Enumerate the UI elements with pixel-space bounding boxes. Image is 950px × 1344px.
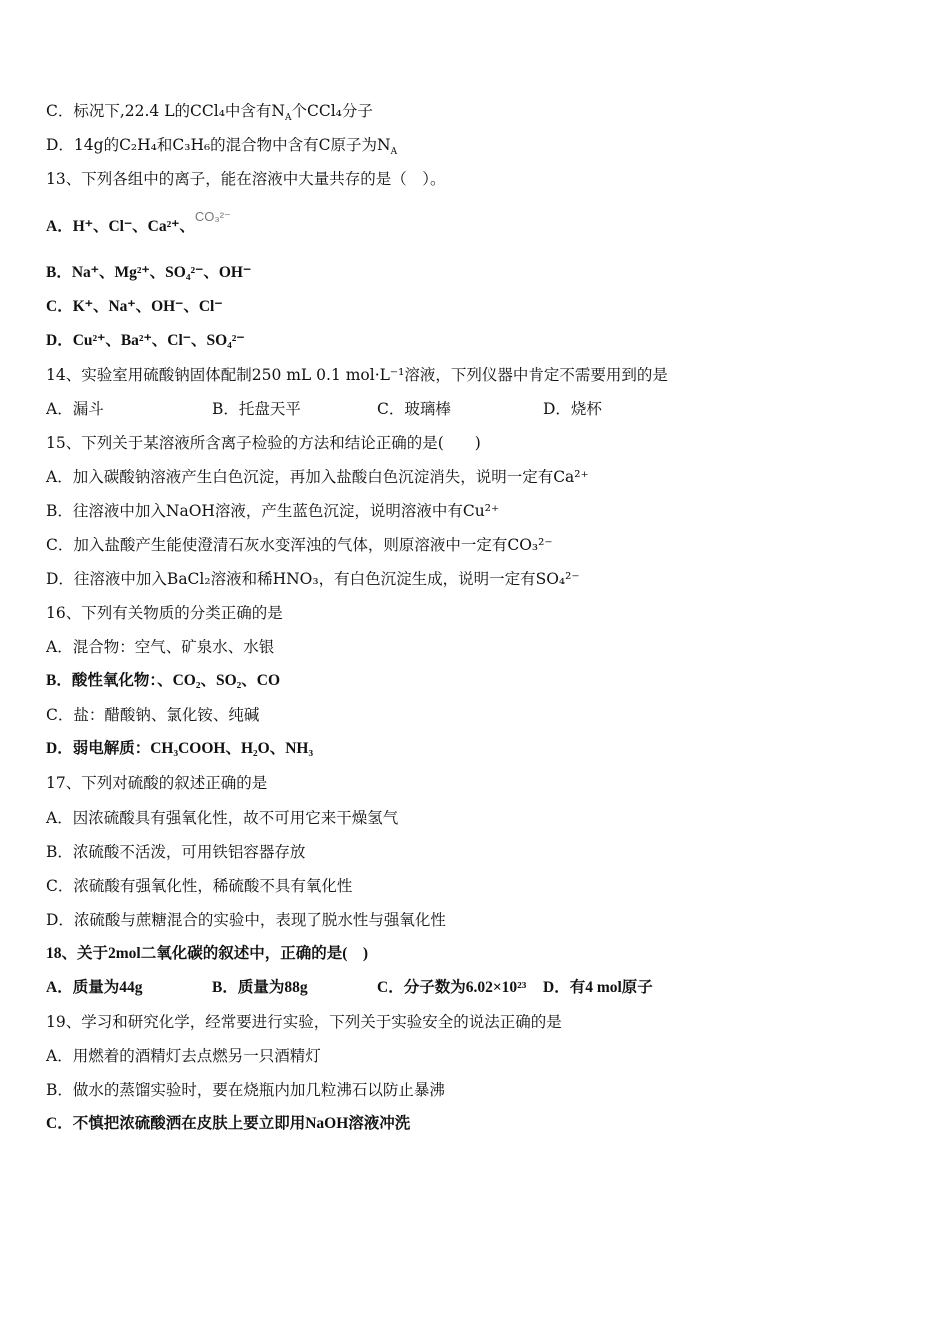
q13-option-c-letter: C． [46, 298, 73, 315]
q16-option-d: D．弱电解质：CH₃COOH、H₂O、NH₃ [46, 740, 314, 757]
q15-option-a: A．加入碳酸钠溶液产生白色沉淀，再加入盐酸白色沉淀消失，说明一定有Ca²⁺ [46, 468, 589, 486]
q14-option-a: A．漏斗 [46, 400, 104, 418]
q12-option-c-sub: A [284, 113, 292, 124]
q16-option-c: C．盐：醋酸钠、氯化铵、纯碱 [46, 706, 260, 724]
q19-option-b: B．做水的蒸馏实验时，要在烧瓶内加几粒沸石以防止暴沸 [46, 1081, 445, 1099]
q13-option-a-letter: A． [46, 218, 73, 235]
q14-option-d: D．烧杯 [543, 400, 602, 418]
q13-option-d [46, 329, 245, 352]
q13-option-d-letter: D． [46, 332, 73, 349]
q13-option-c-ions: K⁺、Na⁺、OH⁻、Cl⁻ [72, 298, 223, 315]
q14-option-c: C．玻璃棒 [377, 400, 451, 418]
q16-stem: 16、下列有关物质的分类正确的是 [46, 604, 283, 622]
q19-option-c: C．不慎把浓硫酸洒在皮肤上要立即用NaOH溶液冲洗 [46, 1115, 411, 1132]
q18-option-b: B．质量为88g [212, 979, 308, 996]
q19-option-a: A．用燃着的酒精灯去点燃另一只酒精灯 [46, 1047, 321, 1065]
q13-option-b-letter: B． [46, 264, 72, 281]
q12-option-c [46, 100, 373, 122]
q12-option-c-text: C．标况下,22.4 L的CCl₄中含有N [46, 102, 285, 120]
q13-stem: 13、下列各组中的离子，能在溶液中大量共存的是（ ）。 [46, 170, 446, 188]
q15-option-c: C．加入盐酸产生能使澄清石灰水变浑浊的气体，则原溶液中一定有CO₃²⁻ [46, 536, 553, 554]
q13-option-b [46, 261, 251, 284]
q16-option-a: A．混合物：空气、矿泉水、水银 [46, 638, 275, 656]
q13-option-d-ions: Cu²⁺、Ba²⁺、Cl⁻、SO₄²⁻ [72, 332, 245, 349]
q12-option-d-text: D．14g的C₂H₄和C₃H₆的混合物中含有C原子为N [46, 136, 391, 154]
q16-option-b: B．酸性氧化物：、CO₂、SO₂、CO [46, 672, 281, 689]
q18-option-a: A．质量为44g [46, 979, 143, 996]
q15-stem: 15、下列关于某溶液所含离子检验的方法和结论正确的是( ) [46, 434, 481, 452]
q12-option-d-sub: A [390, 147, 398, 158]
q18-option-c: C．分子数为6.02×10²³ [377, 979, 527, 996]
q15-option-d: D．往溶液中加入BaCl₂溶液和稀HNO₃，有白色沉淀生成，说明一定有SO₄²⁻ [46, 570, 580, 588]
q13-option-a-ions: H⁺、Cl⁻、Ca²⁺、 [72, 218, 195, 235]
q17-stem: 17、下列对硫酸的叙述正确的是 [46, 774, 268, 792]
q12-option-d [46, 134, 397, 156]
q17-option-b: B．浓硫酸不活泼，可用铁铝容器存放 [46, 843, 306, 861]
q17-option-d: D．浓硫酸与蔗糖混合的实验中，表现了脱水性与强氧化性 [46, 911, 446, 929]
q15-option-b: B．往溶液中加入NaOH溶液，产生蓝色沉淀，说明溶液中有Cu²⁺ [46, 502, 500, 520]
q19-stem: 19、学习和研究化学，经常要进行实验，下列关于实验安全的说法正确的是 [46, 1013, 562, 1031]
q13-option-a [46, 209, 231, 238]
q14-option-b: B．托盘天平 [212, 400, 301, 418]
q17-option-a: A．因浓硫酸具有强氧化性，故不可用它来干燥氢气 [46, 809, 399, 827]
q17-option-c: C．浓硫酸有强氧化性，稀硫酸不具有氧化性 [46, 877, 353, 895]
q18-option-d: D．有4 mol原子 [543, 979, 653, 996]
q14-stem: 14、实验室用硫酸钠固体配制250 mL 0.1 mol·L⁻¹溶液，下列仪器中肯定不需要用到的是 [46, 366, 668, 384]
q18-stem: 18、关于2mol二氧化碳的叙述中，正确的是( ) [46, 945, 369, 962]
q13-option-c [46, 295, 223, 318]
q12-option-c-tail: 个CCl₄分子 [291, 102, 373, 120]
q13-option-b-ions: Na⁺、Mg²⁺、SO₄²⁻、OH⁻ [71, 264, 252, 281]
q13-option-a-co3: CO₃²⁻ [194, 209, 231, 224]
